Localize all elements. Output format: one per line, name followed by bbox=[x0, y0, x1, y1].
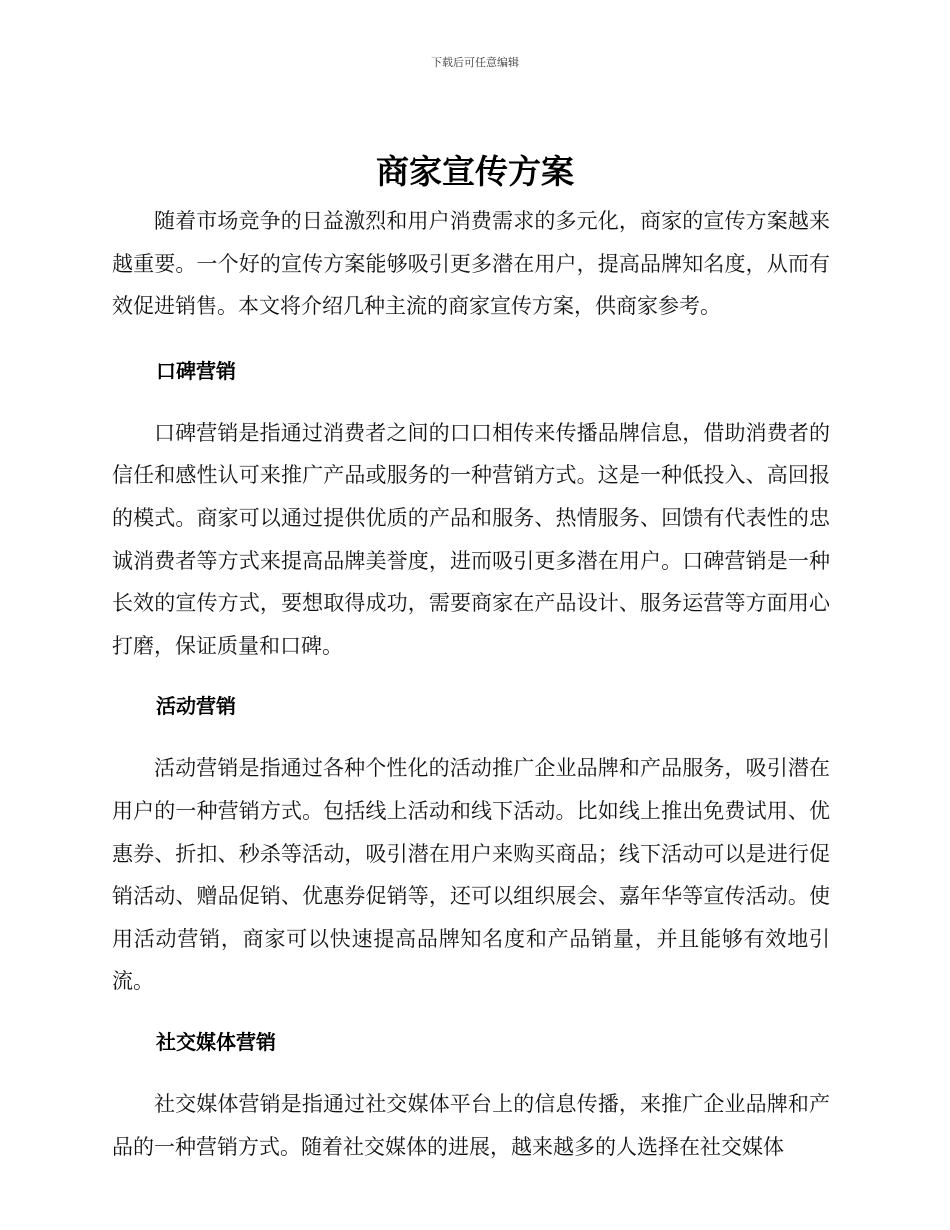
section-heading-social-media: 社交媒体营销 bbox=[156, 1029, 276, 1054]
section-heading-event-marketing: 活动营销 bbox=[156, 694, 236, 719]
section-heading-word-of-mouth: 口碑营销 bbox=[156, 358, 236, 383]
document-title: 商家宣传方案 bbox=[376, 152, 574, 191]
section-body-word-of-mouth: 口碑营销是指通过消费者之间的口口相传来传播品牌信息，借助消费者的信任和感性认可来推广产品或服务的一种营销方式。这是一种低投入、高回报的模式。商家可以通过提供优质的产品和服务、热情服务、回馈有代表性的忠诚消费者等方式来提高品牌美誉度，进而吸引更多潜在用户。口碑营销是一种长效的宣传方式，要想取得成功，需要商家在产品设计、服务运营等方面用心打磨，保证质量和口碑。 bbox=[112, 420, 830, 658]
document-body bbox=[112, 200, 830, 1168]
section-body-social-media: 社交媒体营销是指通过社交媒体平台上的信息传播，来推广企业品牌和产品的一种营销方式。随着社交媒体的进展，越来越多的人选择在社交媒体 bbox=[112, 1091, 830, 1159]
intro-paragraph: 随着市场竞争的日益激烈和用户消费需求的多元化，商家的宣传方案越来越重要。一个好的宣传方案能够吸引更多潜在用户，提高品牌知名度，从而有效促进销售。本文将介绍几种主流的商家宣传方案，供商家参考。 bbox=[112, 209, 830, 319]
header-note: 下载后可任意编辑 bbox=[431, 56, 519, 69]
section-body-event-marketing: 活动营销是指通过各种个性化的活动推广企业品牌和产品服务，吸引潜在用户的一种营销方式。包括线上活动和线下活动。比如线上推出免费试用、优惠券、折扣、秒杀等活动，吸引潜在用户来购买商品；线下活动可以是进行促销活动、赠品促销、优惠券促销等，还可以组织展会、嘉年华等宣传活动。使用活动营销，商家可以快速提高品牌知名度和产品销量，并且能够有效地引流。 bbox=[112, 756, 830, 994]
